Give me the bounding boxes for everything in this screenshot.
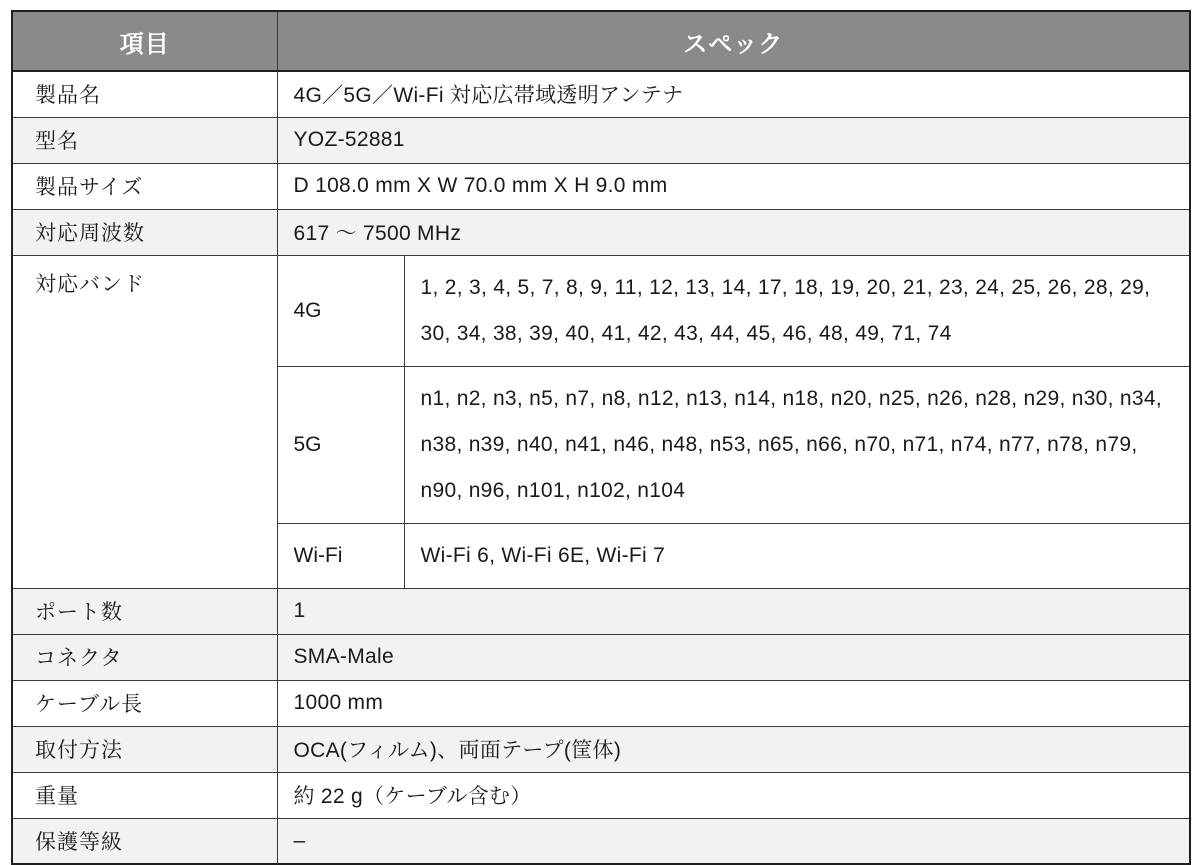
spec-label-mounting: 取付方法 <box>12 726 277 772</box>
header-row <box>12 11 1190 71</box>
spec-row-protection <box>12 818 1190 864</box>
spec-value-model: YOZ-52881 <box>277 117 1190 163</box>
spec-row-bands-4g <box>12 255 1190 366</box>
spec-label-cable-length: ケーブル長 <box>12 680 277 726</box>
header-spec-column: スペック <box>277 11 1190 71</box>
spec-row-model <box>12 117 1190 163</box>
spec-value-connector: SMA-Male <box>277 634 1190 680</box>
spec-table-header <box>12 11 1190 71</box>
spec-row-frequency <box>12 209 1190 255</box>
spec-label-weight: 重量 <box>12 772 277 818</box>
spec-value-product-name: 4G／5G／Wi-Fi 対応広帯域透明アンテナ <box>277 71 1190 117</box>
spec-row-cable-length <box>12 680 1190 726</box>
band-value-4g: 1, 2, 3, 4, 5, 7, 8, 9, 11, 12, 13, 14, 17, 18, 19, 20, 21, 23, 24, 25, 26, 28, 29, 30, 34, 38, 39, 40, 41, 42, 43, 44, 45, 46, 48, 49, 71, 74 <box>404 255 1190 366</box>
header-item-column: 項目 <box>12 11 277 71</box>
spec-label-model: 型名 <box>12 117 277 163</box>
band-type-4g: 4G <box>277 255 404 366</box>
band-type-5g: 5G <box>277 366 404 523</box>
spec-label-ports: ポート数 <box>12 588 277 634</box>
spec-value-weight: 約 22 g（ケーブル含む） <box>277 772 1190 818</box>
spec-value-mounting: OCA(フィルム)、両面テープ(筐体) <box>277 726 1190 772</box>
spec-row-size <box>12 163 1190 209</box>
band-value-wifi: Wi-Fi 6, Wi-Fi 6E, Wi-Fi 7 <box>404 523 1190 588</box>
spec-table <box>11 10 1191 865</box>
spec-label-bands: 対応バンド <box>12 255 277 588</box>
spec-row-weight <box>12 772 1190 818</box>
spec-row-ports <box>12 588 1190 634</box>
band-type-wifi: Wi-Fi <box>277 523 404 588</box>
spec-label-product-name: 製品名 <box>12 71 277 117</box>
spec-value-ports: 1 <box>277 588 1190 634</box>
spec-label-protection: 保護等級 <box>12 818 277 864</box>
spec-value-frequency: 617 ～ 7500 MHz <box>277 209 1190 255</box>
spec-value-size: D 108.0 mm X W 70.0 mm X H 9.0 mm <box>277 163 1190 209</box>
spec-row-mounting <box>12 726 1190 772</box>
spec-label-frequency: 対応周波数 <box>12 209 277 255</box>
spec-row-product-name <box>12 71 1190 117</box>
spec-label-size: 製品サイズ <box>12 163 277 209</box>
spec-value-protection: – <box>277 818 1190 864</box>
band-value-5g: n1, n2, n3, n5, n7, n8, n12, n13, n14, n18, n20, n25, n26, n28, n29, n30, n34, n38, n39, n40, n41, n46, n48, n53, n65, n66, n70, n71, n74, n77, n78, n79, n90, n96, n101, n102, n104 <box>404 366 1190 523</box>
spec-label-connector: コネクタ <box>12 634 277 680</box>
spec-row-connector <box>12 634 1190 680</box>
spec-value-cable-length: 1000 mm <box>277 680 1190 726</box>
